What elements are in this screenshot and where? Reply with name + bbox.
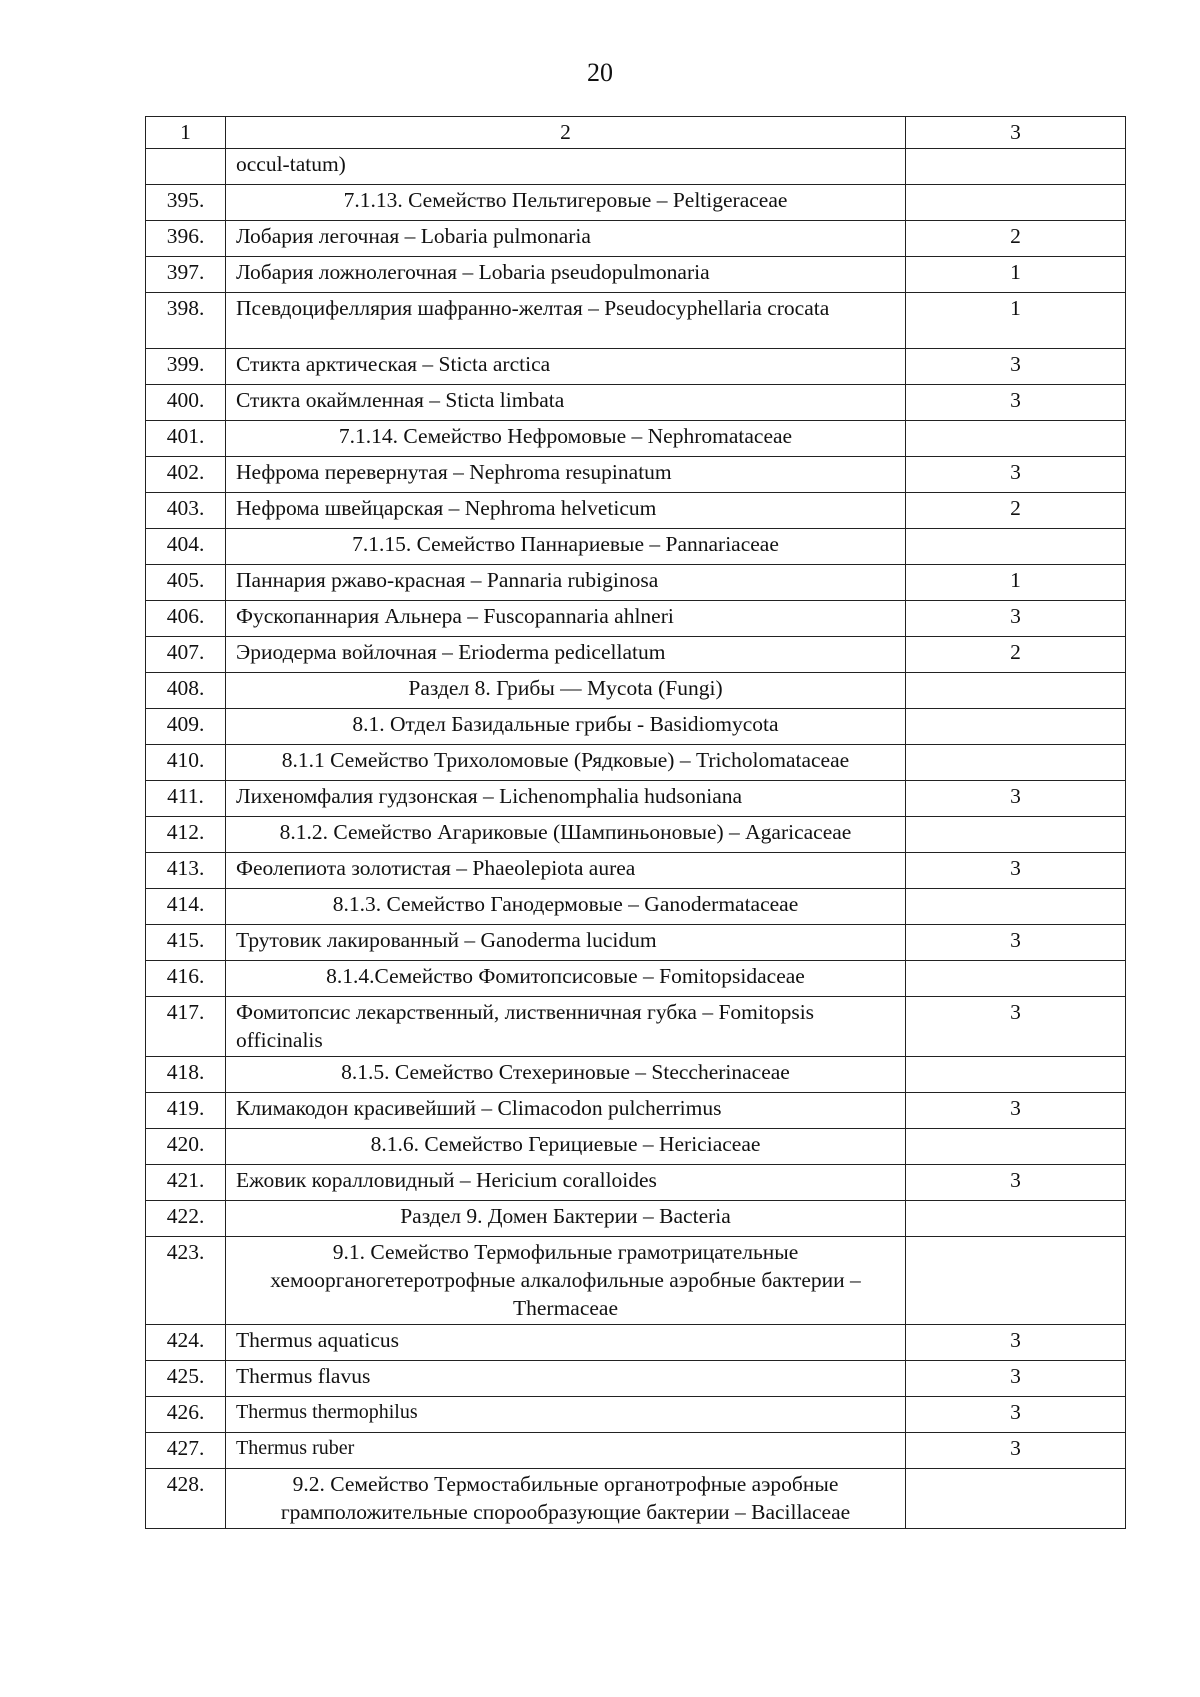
category-value: 3: [906, 853, 1126, 889]
section-heading: 8.1.4.Семейство Фомитопсисовые – Fomitopsidaceae: [226, 961, 906, 997]
table-row: [146, 1361, 1126, 1397]
species-name: Трутовик лакированный – Ganoderma lucidum: [226, 925, 906, 961]
table-row: [146, 257, 1126, 293]
category-value: 3: [906, 1165, 1126, 1201]
category-value: 1: [906, 257, 1126, 293]
table-row: [146, 601, 1126, 637]
species-name: Эриодерма войлочная – Erioderma pedicellatum: [226, 637, 906, 673]
section-heading: Раздел 9. Домен Бактерии – Bacteria: [226, 1201, 906, 1237]
section-heading: 8.1.5. Семейство Стехериновые – Steccherinaceae: [226, 1057, 906, 1093]
category-value: 1: [906, 565, 1126, 601]
row-number: 402.: [146, 457, 226, 493]
species-name: Лобария легочная – Lobaria pulmonaria: [226, 221, 906, 257]
row-number: 420.: [146, 1129, 226, 1165]
category-value: [906, 1469, 1126, 1529]
table-section-row: [146, 673, 1126, 709]
table-row: [146, 1433, 1126, 1469]
table-row: [146, 293, 1126, 349]
row-number: 414.: [146, 889, 226, 925]
species-name: Нефрома перевернутая – Nephroma resupinatum: [226, 457, 906, 493]
category-value: 2: [906, 221, 1126, 257]
species-table-body: [146, 117, 1126, 1529]
row-number: 400.: [146, 385, 226, 421]
category-value: 3: [906, 1433, 1126, 1469]
table-row: [146, 565, 1126, 601]
species-name: Фомитопсис лекарственный, лиственничная губка – Fomitopsis officinalis: [226, 997, 906, 1057]
header-col-name: 2: [226, 117, 906, 149]
row-number: 416.: [146, 961, 226, 997]
species-name: Стикта окаймленная – Sticta limbata: [226, 385, 906, 421]
row-number: 406.: [146, 601, 226, 637]
category-value: 2: [906, 637, 1126, 673]
row-number: 403.: [146, 493, 226, 529]
category-value: 3: [906, 385, 1126, 421]
category-value: 3: [906, 1397, 1126, 1433]
row-number: 404.: [146, 529, 226, 565]
category-value: 2: [906, 493, 1126, 529]
species-name: Thermus thermophilus: [226, 1397, 906, 1433]
table-section-row: [146, 1057, 1126, 1093]
species-name: Фускопаннария Альнера – Fuscopannaria ahlneri: [226, 601, 906, 637]
species-name: Thermus aquaticus: [226, 1325, 906, 1361]
row-number: 422.: [146, 1201, 226, 1237]
row-number: 399.: [146, 349, 226, 385]
category-value: 3: [906, 601, 1126, 637]
section-heading: 7.1.15. Семейство Паннариевые – Pannariaceae: [226, 529, 906, 565]
species-name: Thermus flavus: [226, 1361, 906, 1397]
table-row: [146, 493, 1126, 529]
row-number: 401.: [146, 421, 226, 457]
table-header-row: [146, 117, 1126, 149]
category-value: [906, 817, 1126, 853]
species-name: Стикта арктическая – Sticta arctica: [226, 349, 906, 385]
row-number: 408.: [146, 673, 226, 709]
table-row: [146, 1093, 1126, 1129]
row-number: 423.: [146, 1237, 226, 1325]
table-row: [146, 1325, 1126, 1361]
row-number: 415.: [146, 925, 226, 961]
table-row: [146, 781, 1126, 817]
category-value: [906, 673, 1126, 709]
table-row: [146, 1397, 1126, 1433]
section-heading: 8.1.1 Семейство Трихоломовые (Рядковые) – Tricholomataceae: [226, 745, 906, 781]
section-heading: 7.1.13. Семейство Пельтигеровые – Peltigeraceae: [226, 185, 906, 221]
table-section-row: [146, 961, 1126, 997]
row-number: 395.: [146, 185, 226, 221]
category-value: [906, 745, 1126, 781]
category-value: [906, 149, 1126, 185]
row-number: 398.: [146, 293, 226, 349]
category-value: [906, 529, 1126, 565]
table-section-row: [146, 421, 1126, 457]
category-value: [906, 1057, 1126, 1093]
table-section-row: [146, 709, 1126, 745]
table-section-row: [146, 817, 1126, 853]
category-value: 1: [906, 293, 1126, 349]
species-name: Thermus ruber: [226, 1433, 906, 1469]
category-value: [906, 961, 1126, 997]
table-section-row: [146, 1237, 1126, 1325]
table-section-row: [146, 889, 1126, 925]
table-section-row: [146, 1469, 1126, 1529]
table-row: [146, 221, 1126, 257]
table-row: [146, 925, 1126, 961]
category-value: 3: [906, 457, 1126, 493]
table-section-row: [146, 529, 1126, 565]
species-table: [145, 116, 1126, 1529]
section-heading: 8.1.3. Семейство Ганодермовые – Ganodermataceae: [226, 889, 906, 925]
species-name: occul-tatum): [226, 149, 906, 185]
row-number: 425.: [146, 1361, 226, 1397]
table-section-row: [146, 1129, 1126, 1165]
category-value: 3: [906, 1093, 1126, 1129]
row-number: 410.: [146, 745, 226, 781]
category-value: [906, 185, 1126, 221]
page-number: 20: [587, 58, 613, 87]
table-row: [146, 853, 1126, 889]
header-col-number: 1: [146, 117, 226, 149]
row-number: 396.: [146, 221, 226, 257]
species-name: Ежовик коралловидный – Hericium coralloides: [226, 1165, 906, 1201]
category-value: [906, 421, 1126, 457]
row-number: 407.: [146, 637, 226, 673]
row-number: 428.: [146, 1469, 226, 1529]
row-number: 427.: [146, 1433, 226, 1469]
category-value: 3: [906, 781, 1126, 817]
section-heading: 9.1. Семейство Термофильные грамотрицательные хемоорганогетеротрофные алкалофильные аэробные бактерии – Thermaceae: [226, 1237, 906, 1325]
species-name: Лобария ложнолегочная – Lobaria pseudopulmonaria: [226, 257, 906, 293]
row-number: 424.: [146, 1325, 226, 1361]
category-value: [906, 1201, 1126, 1237]
section-heading: 8.1. Отдел Базидальные грибы - Basidiomycota: [226, 709, 906, 745]
category-value: 3: [906, 1325, 1126, 1361]
species-name: Паннария ржаво-красная – Pannaria rubiginosa: [226, 565, 906, 601]
section-heading: 7.1.14. Семейство Нефромовые – Nephromataceae: [226, 421, 906, 457]
table-row: [146, 385, 1126, 421]
row-number: 419.: [146, 1093, 226, 1129]
category-value: 3: [906, 1361, 1126, 1397]
table-row: [146, 1165, 1126, 1201]
species-name: Феолепиота золотистая – Phaeolepiota aurea: [226, 853, 906, 889]
table-row: [146, 997, 1126, 1057]
species-name: Климакодон красивейший – Climacodon pulcherrimus: [226, 1093, 906, 1129]
species-name: Нефрома швейцарская – Nephroma helveticum: [226, 493, 906, 529]
row-number: 411.: [146, 781, 226, 817]
row-number: 412.: [146, 817, 226, 853]
section-heading: Раздел 8. Грибы — Mycota (Fungi): [226, 673, 906, 709]
category-value: [906, 1129, 1126, 1165]
row-number: [146, 149, 226, 185]
table-section-row: [146, 185, 1126, 221]
section-heading: 8.1.2. Семейство Агариковые (Шампиньоновые) – Agaricaceae: [226, 817, 906, 853]
row-number: 397.: [146, 257, 226, 293]
table-row: [146, 637, 1126, 673]
row-number: 413.: [146, 853, 226, 889]
table-row: [146, 457, 1126, 493]
section-heading: 9.2. Семейство Термостабильные органотрофные аэробные грамположительные спорообразующие бактерии – Bacillaceae: [226, 1469, 906, 1529]
category-value: [906, 1237, 1126, 1325]
row-number: 405.: [146, 565, 226, 601]
header-col-category: 3: [906, 117, 1126, 149]
row-number: 409.: [146, 709, 226, 745]
category-value: [906, 889, 1126, 925]
row-number: 417.: [146, 997, 226, 1057]
category-value: 3: [906, 997, 1126, 1057]
row-number: 426.: [146, 1397, 226, 1433]
category-value: 3: [906, 925, 1126, 961]
table-section-row: [146, 745, 1126, 781]
row-number: 421.: [146, 1165, 226, 1201]
table-row: [146, 349, 1126, 385]
category-value: [906, 709, 1126, 745]
category-value: 3: [906, 349, 1126, 385]
species-name: Лихеномфалия гудзонская – Lichenomphalia hudsoniana: [226, 781, 906, 817]
table-section-row: [146, 1201, 1126, 1237]
section-heading: 8.1.6. Семейство Герициевые – Hericiaceae: [226, 1129, 906, 1165]
row-number: 418.: [146, 1057, 226, 1093]
species-name: Псевдоцифеллярия шафранно-желтая – Pseudocyphellaria crocata: [226, 293, 906, 349]
table-row: [146, 149, 1126, 185]
